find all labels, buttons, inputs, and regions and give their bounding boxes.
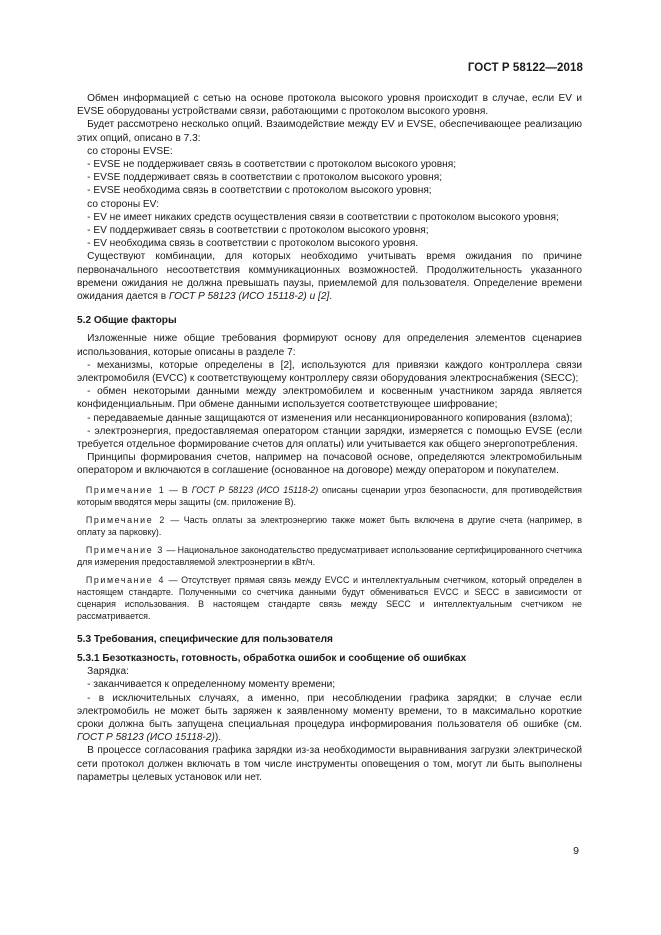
list-item xyxy=(77,425,582,451)
note-label: Примечание 4 xyxy=(85,574,166,585)
paragraph-text: - обмен некоторыми данными между электромобилем и косвенным участником заряда является конфиденциальным. При обмене данными используется соответствующее шифрование; xyxy=(77,386,582,411)
note-paragraph xyxy=(77,514,582,538)
paragraph-text: со стороны EVSE: xyxy=(87,145,173,157)
note-label: Примечание 2 xyxy=(85,514,166,525)
paragraph-text: - EV поддерживает связь в соответствии с протоколом высокого уровня; xyxy=(87,225,429,237)
list-item xyxy=(77,665,582,678)
paragraph-text: Зарядка: xyxy=(87,666,129,678)
list-item xyxy=(77,237,582,250)
note-label: Примечание 1 xyxy=(85,484,166,495)
list-item xyxy=(77,184,582,197)
note-paragraph xyxy=(77,574,582,622)
paragraph xyxy=(77,118,582,144)
paragraph xyxy=(77,332,582,358)
list-item xyxy=(77,198,582,211)
list-item xyxy=(77,412,582,425)
paragraph-tail: ). xyxy=(214,732,222,744)
paragraph-text: Принципы формирования счетов, например на почасовой основе, определяются электромобильным оператором и включаются в соглашение (основанное на договоре) между оператором и покупателем. xyxy=(77,452,582,477)
note-text: — Отсутствует прямая связь между EVCC и интеллектуальным счетчиком, который определен в настоящем стандарте. Полученными со счетчика данными будут обмениваться EVCC и SECC в зависимости от сценария использования. В настоящем стандарте связь между SECC и интеллектуальным счетчиком не рассматривается. xyxy=(77,574,582,621)
paragraph xyxy=(77,250,582,303)
list-item xyxy=(77,224,582,237)
paragraph-text: - EV не имеет никаких средств осуществления связи в соответствии с протоколом высокого уровня; xyxy=(87,211,559,223)
paragraph-text: - EVSE не поддерживает связь в соответствии с протоколом высокого уровня; xyxy=(87,159,457,171)
list-item xyxy=(77,158,582,171)
paragraph-text: - EVSE необходима связь в соответствии с протоколом высокого уровня; xyxy=(87,185,432,197)
paragraph-text: - электроэнергия, предоставляемая оператором станции зарядки, измеряется с помощью EVSE (если требуется отдельное формирование счетов для оплаты) или учитывается как общего энергопотребления. xyxy=(77,425,582,451)
page-number: 9 xyxy=(573,845,579,857)
heading-text: 5.3 Требования, специфические для пользователя xyxy=(77,633,333,645)
heading-text: 5.2 Общие факторы xyxy=(77,315,177,327)
paragraph-text: Существуют комбинации, для которых необходимо учитывать время ожидания по причине первоначального несоответствия коммуникационных возможностей. Продолжительность указанного времени ожидания не должна превышать паузы, приемлемой для пользователя. Определение времени ожидания дается в xyxy=(77,251,582,303)
reference-link: ГОСТ Р 58123 (ИСО 15118-2) xyxy=(77,732,215,744)
note-paragraph xyxy=(77,544,582,568)
list-item xyxy=(77,385,582,411)
paragraph-text: - EVSE поддерживает связь в соответствии с протоколом высокого уровня; xyxy=(87,172,443,184)
paragraph-text: - EV необходима связь в соответствии с протоколом высокого уровня. xyxy=(87,238,419,250)
list-item xyxy=(77,359,582,385)
paragraph-text: - механизмы, которые определены в [2], используются для привязки каждого контроллера связи электромобиля (EVCC) к соответствующему контроллеру связи оборудования электроснабжения (SECC); xyxy=(77,359,582,385)
paragraph-text: - передаваемые данные защищаются от изменения или несанкционированного копирования (взлома); xyxy=(87,412,573,424)
paragraph-text: Изложенные ниже общие требования формируют основу для определения элементов сценариев использования, которые описаны в разделе 7: xyxy=(77,333,582,358)
reference-link: ГОСТ Р 58123 (ИСО 15118-2) xyxy=(191,484,319,495)
note-tail: описаны сценарии угроз безопасности, для противодействия которым вводятся меры защиты (см. приложение В). xyxy=(77,484,582,507)
note-text: — Национальное законодательство предусматривает использование сертифицированного счетчика для измерения предоставляемой электроэнергии в кВт/ч. xyxy=(77,544,583,567)
note-text: — В xyxy=(165,484,192,495)
list-item xyxy=(77,692,582,745)
note-paragraph xyxy=(77,484,582,508)
list-item xyxy=(77,171,582,184)
paragraph xyxy=(77,92,582,118)
document-code-header: ГОСТ Р 58122—2018 xyxy=(467,62,583,74)
document-body xyxy=(77,92,582,784)
list-item xyxy=(77,211,582,224)
paragraph xyxy=(77,451,582,477)
reference-link: ГОСТ Р 58123 (ИСО 15118-2) и [2] xyxy=(168,291,330,303)
heading-text: 5.3.1 Безотказность, готовность, обработка ошибок и сообщение об ошибках xyxy=(77,652,467,664)
paragraph-tail: . xyxy=(329,291,333,303)
section-heading xyxy=(77,314,582,327)
list-item xyxy=(77,678,582,691)
list-item xyxy=(77,145,582,158)
section-heading xyxy=(77,652,582,665)
paragraph-text: со стороны EV: xyxy=(87,198,159,210)
paragraph-text: Обмен информацией с сетью на основе протокола высокого уровня происходит в случае, если EV и EVSE оборудованы устройствами связи, работающими с протоколом высокого уровня. xyxy=(77,93,582,118)
paragraph-text: Будет рассмотрено несколько опций. Взаимодействие между EV и EVSE, обеспечивающее реализацию этих опций, описано в 7.3: xyxy=(77,119,582,144)
paragraph-text: - заканчивается к определенному моменту времени; xyxy=(87,679,336,691)
paragraph-text: В процессе согласования графика зарядки из-за необходимости выравнивания загрузки электрической сети протокол должен включать в том числе инструменты оповещения о том, могут ли быть выполнены параметры целевых установок или нет. xyxy=(77,745,582,783)
section-heading xyxy=(77,633,582,646)
paragraph xyxy=(77,744,582,784)
note-text: — Часть оплаты за электроэнергию также может быть включена в другие счета (например, в оплату за парковку). xyxy=(77,514,582,537)
paragraph-text: - в исключительных случаях, а именно, при несоблюдении графика зарядки; в случае если электромобиль не может быть заряжен к заявленному моменту времени, то в максимально короткие сроки должна быть запущена специальная процедура информирования пользователя об ошибке (см. xyxy=(77,692,582,730)
note-label: Примечание 3 xyxy=(85,544,164,555)
